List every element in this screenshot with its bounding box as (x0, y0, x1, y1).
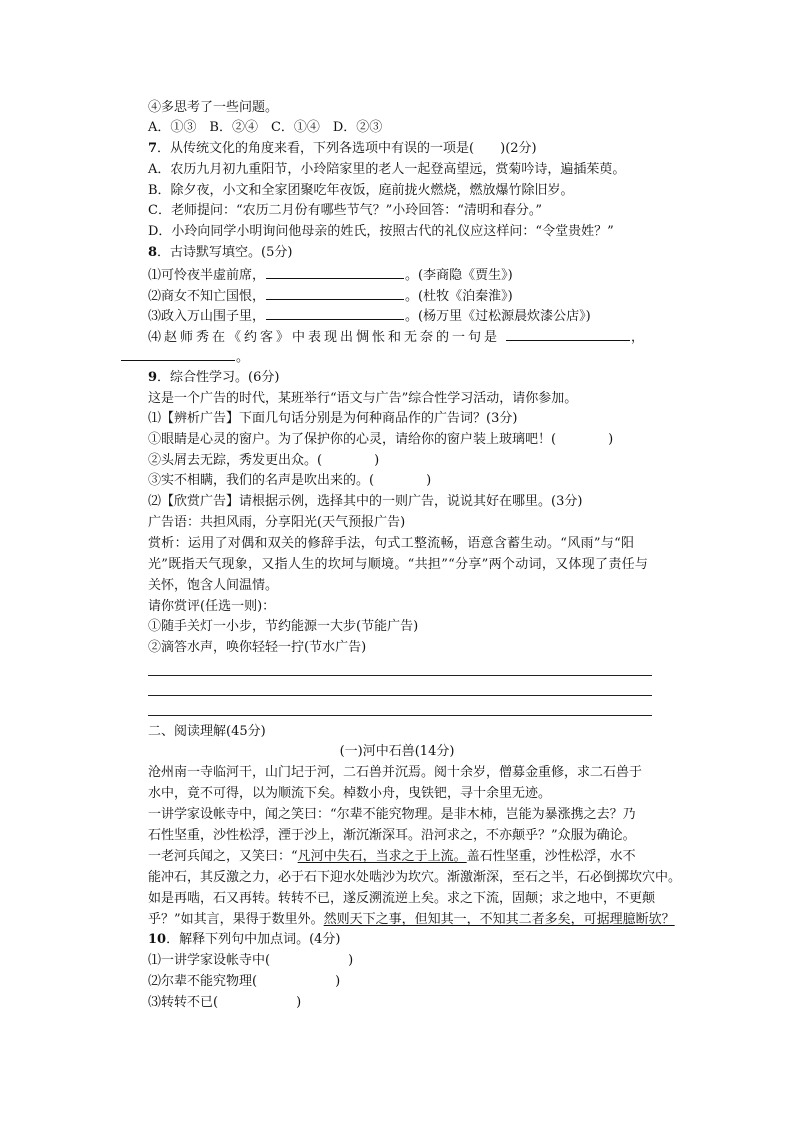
question-number: 9 (148, 370, 158, 385)
q9-1-item-b: ②头屑去无踪，秀发更出众。( ) (148, 453, 380, 468)
passage-p2-line-1: 一讲学家设帐寺中，闻之笑曰：“尔辈不能究物理。是非木杮，岂能为暴涨携之去？乃 (148, 807, 636, 822)
answer-line[interactable] (148, 715, 652, 716)
punctuation: ， (631, 330, 648, 345)
question-7 (148, 139, 537, 159)
punctuation: 。 (236, 350, 250, 365)
passage-p2-line-2: 石性坚重，沙性松浮，湮于沙上，渐沉渐深耳。沿河求之，不亦颠乎？”众服为确论。 (148, 828, 636, 843)
fill-blank[interactable] (266, 305, 404, 320)
q9-option-2: ②滴答水声，唤你轻轻一拧(节水广告) (148, 640, 367, 655)
passage-p1-line-1: 沧州南一寺临河干，山门圮于河，二石兽并沉焉。阅十余岁，僧募金重修，求二石兽于 (148, 765, 643, 780)
q7-option-a: A．农历九月初九重阳节，小玲陪家里的老人一起登高望远，赏菊吟诗，遍插茱萸。 (148, 162, 626, 177)
poem-source: 。(杨万里《过松源晨炊漆公店》) (405, 309, 591, 324)
q9-1-item-a: ①眼睛是心灵的窗户。为了保护你的心灵，请给你的窗户装上玻璃吧！( ) (148, 432, 614, 447)
question-text: ．从传统文化的角度来看，下列各选项中有误的一项是( )(2分) (157, 141, 537, 156)
q9-1-item-c: ③实不相瞒，我们的名声是吹出来的。( ) (148, 473, 432, 488)
fill-blank[interactable] (266, 264, 404, 279)
passage-text: 乎？”如其言，果得于数里外。 (148, 912, 324, 927)
q10-item-1: ⑴一讲学家设帐寺中( ) (148, 953, 354, 968)
passage-title: (一)河中石兽(14分) (339, 744, 455, 759)
poem-source: 。(杜牧《泊秦淮》) (405, 289, 513, 304)
q10-item-3: ⑶转转不已( ) (148, 995, 302, 1010)
q10-item-2: ⑵尔辈不能究物理( ) (148, 974, 341, 989)
question-number: 8 (148, 245, 158, 260)
question-8 (148, 243, 292, 263)
q7-option-c: C．老师提问：“农历二月份有哪些节气？”小玲回答：“清明和春分。” (148, 203, 543, 218)
poem-source: 。(李商隐《贾生》) (405, 268, 513, 283)
q9-appreciation-line-2: 光”既指天气现象，又指人生的坎坷与顺境。“共担”“分享”两个动词，又体现了责任与 (148, 557, 649, 572)
passage-p1-line-2: 水中，竟不可得，以为顺流下矣。棹数小舟，曳铁钯，寻十余里无迹。 (148, 786, 552, 801)
answer-line[interactable] (148, 675, 652, 676)
q9-task: 请你赏评(任选一则)： (148, 599, 276, 614)
q9-appreciation-line-1: 赏析：运用了对偶和双关的修辞手法，句式工整流畅，语意含蓄生动。“风雨”与“阳 (148, 536, 635, 551)
q9-option-1: ①随手关灯一小步，节约能源一大步(节能广告) (148, 619, 419, 634)
fill-blank[interactable] (121, 346, 235, 361)
underlined-sentence: 然则天下之事，但知其一，不知其二者多矣，可据理臆断欤？ (323, 912, 675, 927)
q8-item-1 (148, 264, 513, 286)
question-number: 7 (148, 141, 158, 156)
section-2-heading: 二、阅读理解(45分) (148, 724, 266, 739)
q9-ad-sample: 广告语：共担风雨，分享阳光(天气预报广告) (148, 515, 406, 530)
poem-line: ⑴可怜夜半虚前席， (148, 268, 266, 283)
poem-line: ⑶政入万山围子里， (148, 309, 266, 324)
question-9 (148, 368, 279, 388)
poem-line: ⑵商女不知亡国恨， (148, 289, 266, 304)
question-text: ．古诗默写填空。(5分) (157, 245, 293, 260)
question-10 (148, 930, 341, 950)
q9-part-2: ⑵【欣赏广告】请根据示例，选择其中的一则广告，说说其好在哪里。(3分) (148, 494, 583, 509)
q9-appreciation-line-3: 关怀，饱含人间温情。 (148, 578, 279, 593)
q8-item-3 (148, 305, 591, 327)
question-text: ．解释下列句中加点词。(4分) (166, 932, 341, 947)
question-text: ⑷赵师秀在《约客》中表现出惆怅和无奈的一句是 (148, 330, 501, 345)
passage-text: 一老河兵闻之，又笑曰：“ (148, 849, 298, 864)
q8-item-4 (148, 326, 647, 348)
q9-intro: 这是一个广告的时代，某班举行“语文与广告”综合性学习活动，请你参加。 (148, 391, 578, 406)
passage-text: 盖石性坚重，沙性松浮，水不 (466, 849, 636, 864)
q8-item-4-cont (120, 346, 249, 368)
q8-item-2 (148, 285, 513, 307)
q9-part-1: ⑴【辨析广告】下面几句话分别是为何种商品作的广告词？(3分) (148, 411, 518, 426)
passage-p3-line-2: 能冲石，其反激之力，必于石下迎水处啮沙为坎穴。渐激渐深，至石之半，石必倒掷坎穴中。 (148, 870, 682, 885)
q7-option-b: B．除夕夜，小文和全家团聚吃年夜饭，庭前拢火燃烧，燃放爆竹除旧岁。 (148, 183, 574, 198)
fill-blank[interactable] (506, 326, 630, 341)
underlined-sentence: 凡河中失石，当求之于上流。 (297, 849, 467, 864)
answer-line[interactable] (148, 695, 652, 696)
question-number: 10 (148, 932, 167, 947)
question-text: ．综合性学习。(6分) (157, 370, 280, 385)
fill-blank[interactable] (266, 285, 404, 300)
q7-option-d: D．小玲向同学小明询问他母亲的姓氏，按照古代的礼仪应这样问：“令堂贵姓？” (148, 224, 614, 239)
answer-choices-6: A．①③ B．②④ C．①④ D．②③ (148, 120, 383, 135)
passage-p3-line-3: 如是再啮，石又再转。转转不已，遂反溯流逆上矣。求之下流，固颠；求之地中，不更颠 (148, 891, 656, 906)
passage-p3-line-1 (148, 847, 636, 867)
passage-p3-line-4 (148, 910, 675, 930)
option-line-4: ④多思考了一些问题。 (148, 100, 279, 115)
